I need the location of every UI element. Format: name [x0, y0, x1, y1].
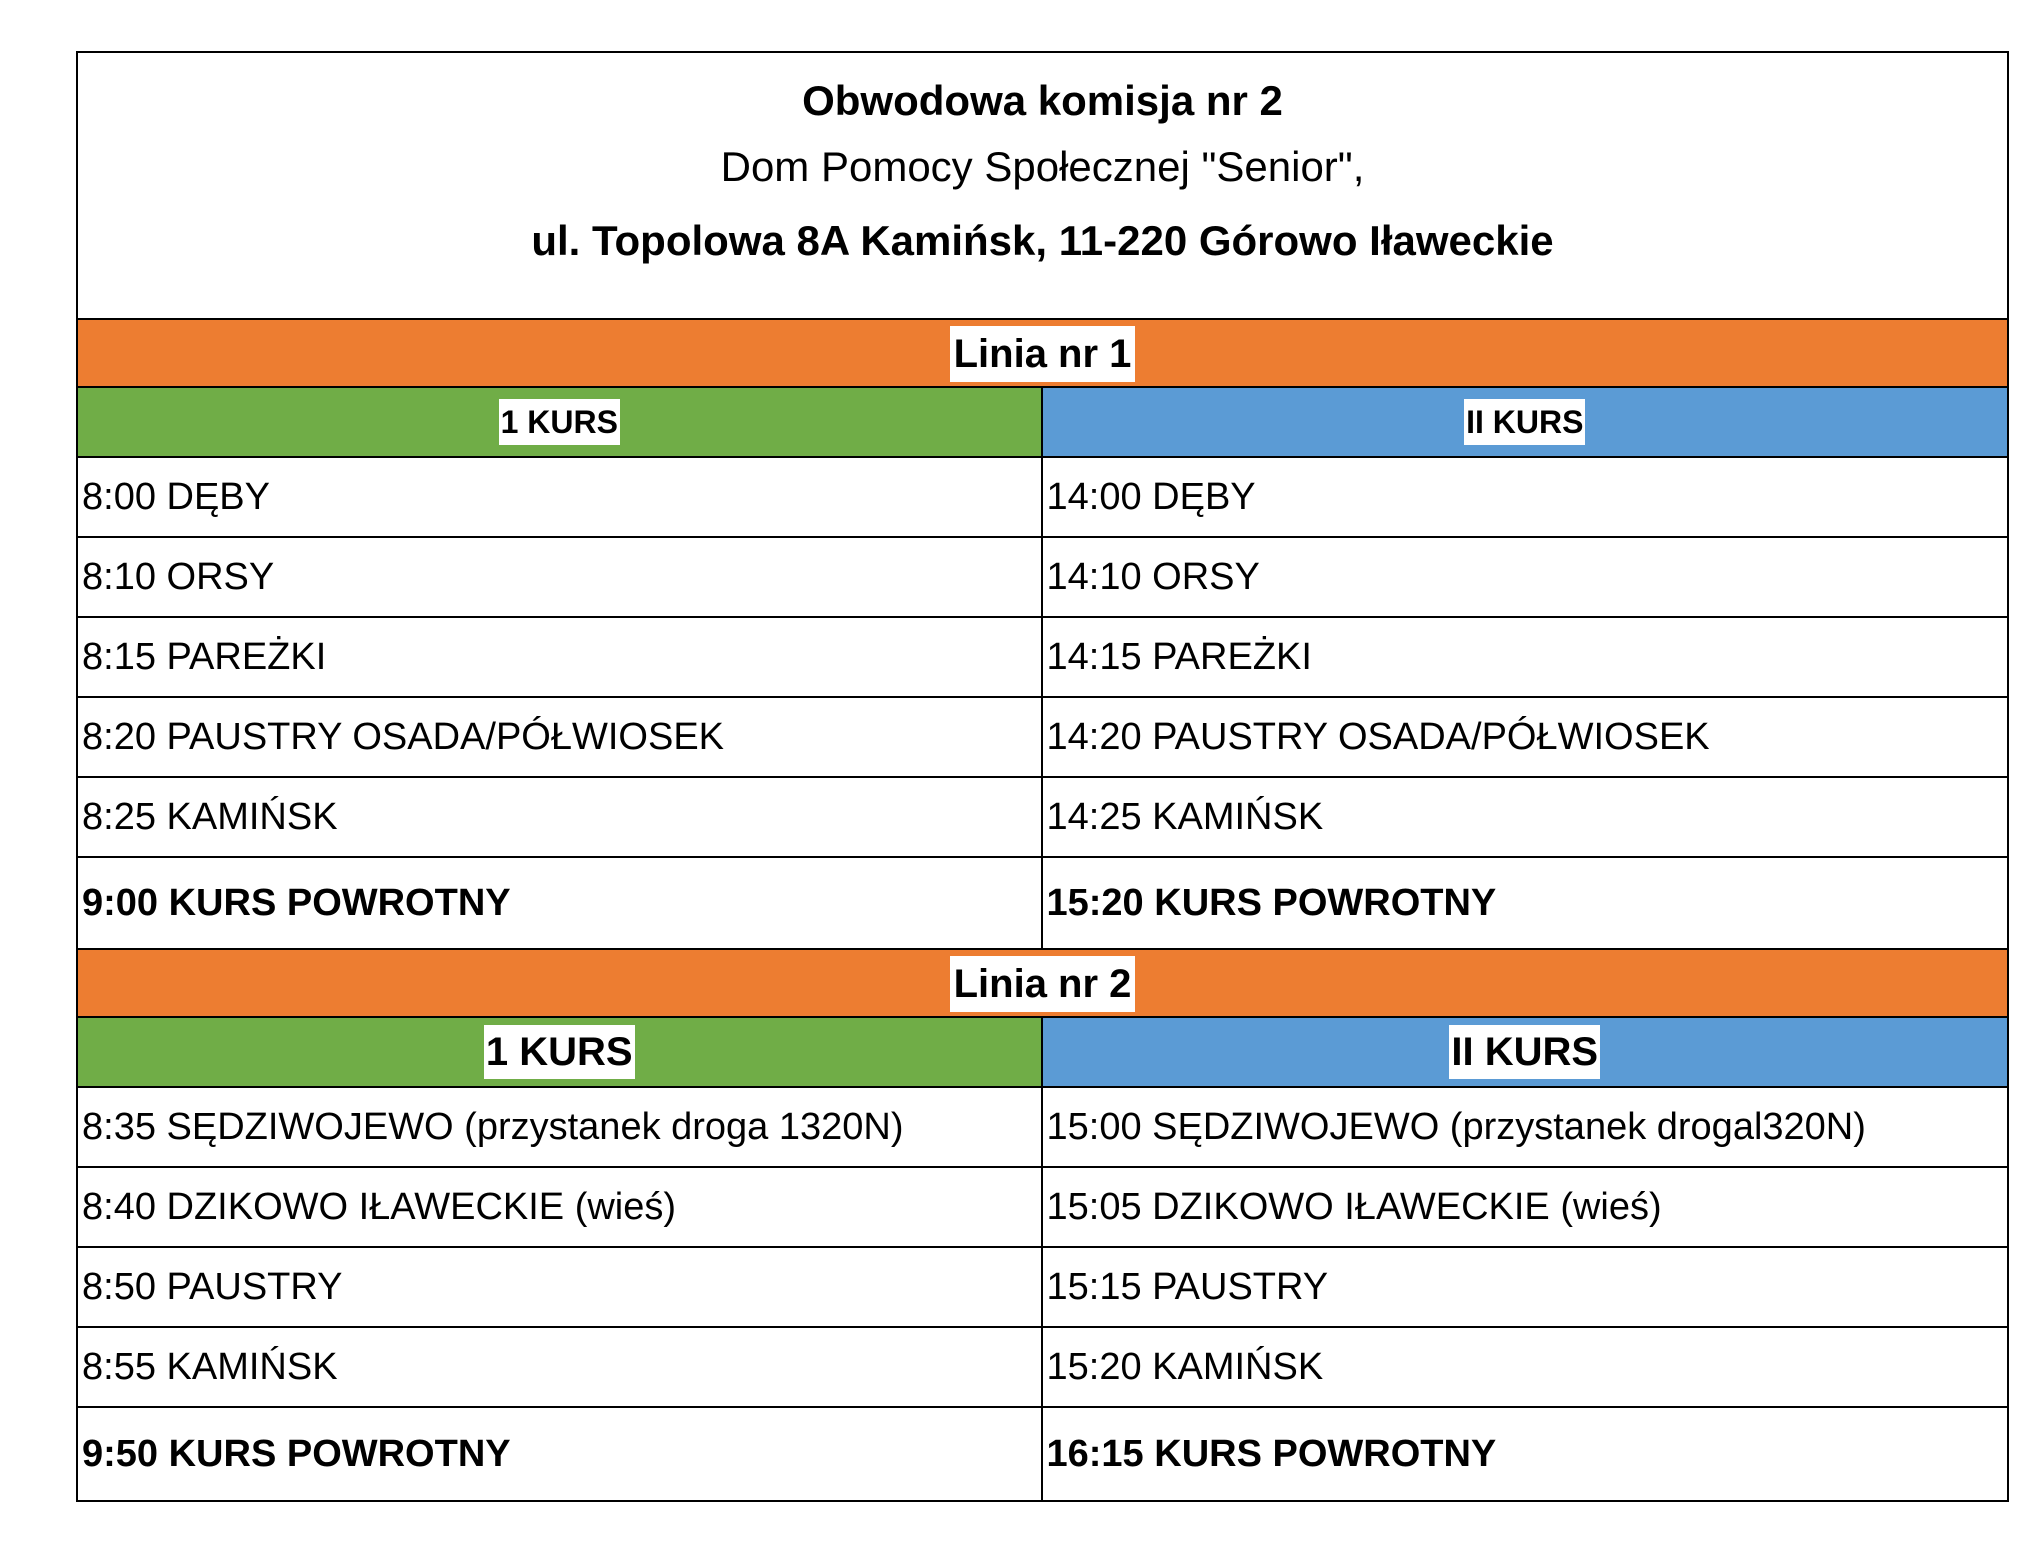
- stop-cell: 15:05 DZIKOWO IŁAWECKIE (wieś): [1046, 1185, 1662, 1228]
- stop-cell: 8:55 KAMIŃSK: [78, 1328, 1043, 1406]
- line-1-kurs-2-header: II KURS: [1043, 388, 2008, 456]
- stop-cell: 15:15 PAUSTRY: [1046, 1265, 1329, 1308]
- stop-cell: 14:10 ORSY: [1046, 555, 1260, 598]
- table-row: [78, 698, 2007, 778]
- line-2-kurs-2-header: II KURS: [1043, 1018, 2008, 1086]
- line-1-kurs-header: [78, 388, 2007, 458]
- commission-title: Obwodowa komisja nr 2: [802, 77, 1283, 124]
- table-header: [78, 53, 2007, 320]
- table-row: [78, 1088, 2007, 1168]
- return-cell: 9:00 KURS POWROTNY: [78, 858, 1043, 948]
- return-cell: 15:20 KURS POWROTNY: [1046, 881, 1497, 924]
- stop-cell: 8:20 PAUSTRY OSADA/PÓŁWIOSEK: [78, 698, 1043, 776]
- stop-cell: 8:50 PAUSTRY: [78, 1248, 1043, 1326]
- table-row: [78, 778, 2007, 858]
- table-row: [78, 1248, 2007, 1328]
- table-row: [78, 1168, 2007, 1248]
- stop-cell: 14:25 KAMIŃSK: [1046, 795, 1324, 838]
- stop-cell: 8:25 KAMIŃSK: [78, 778, 1043, 856]
- stop-cell: 15:00 SĘDZIWOJEWO (przystanek drogal320N): [1046, 1105, 1866, 1148]
- return-cell: 16:15 KURS POWROTNY: [1046, 1432, 1497, 1475]
- stop-cell: 15:20 KAMIŃSK: [1046, 1345, 1324, 1388]
- line-2-kurs-1-header: 1 KURS: [78, 1018, 1043, 1086]
- stop-cell: 14:00 DĘBY: [1046, 475, 1256, 518]
- table-row: [78, 538, 2007, 618]
- address: ul. Topolowa 8A Kamińsk, 11-220 Górowo Iławeckie: [531, 217, 1554, 264]
- line-1-label: Linia nr 1: [950, 326, 1136, 382]
- line-1-kurs-1-header: 1 KURS: [78, 388, 1043, 456]
- stop-cell: 8:35 SĘDZIWOJEWO (przystanek droga 1320N): [78, 1088, 1043, 1166]
- table-row: [78, 458, 2007, 538]
- table-row: [78, 1328, 2007, 1408]
- stop-cell: 8:15 PAREŻKI: [78, 618, 1043, 696]
- return-row: [78, 858, 2007, 950]
- return-row: [78, 1408, 2007, 1500]
- line-2-label: Linia nr 2: [950, 956, 1136, 1012]
- stop-cell: 8:40 DZIKOWO IŁAWECKIE (wieś): [78, 1168, 1043, 1246]
- stop-cell: 8:10 ORSY: [78, 538, 1043, 616]
- stop-cell: 14:20 PAUSTRY OSADA/PÓŁWIOSEK: [1046, 715, 1710, 758]
- line-1-header: [78, 320, 2007, 388]
- institution-name: Dom Pomocy Społecznej "Senior",: [720, 143, 1365, 190]
- stop-cell: 8:00 DĘBY: [78, 458, 1043, 536]
- line-2-header: [78, 950, 2007, 1018]
- table-row: [78, 618, 2007, 698]
- return-cell: 9:50 KURS POWROTNY: [78, 1408, 1043, 1500]
- stop-cell: 14:15 PAREŻKI: [1046, 635, 1312, 678]
- line-2-kurs-header: [78, 1018, 2007, 1088]
- schedule-table: [76, 51, 2009, 1502]
